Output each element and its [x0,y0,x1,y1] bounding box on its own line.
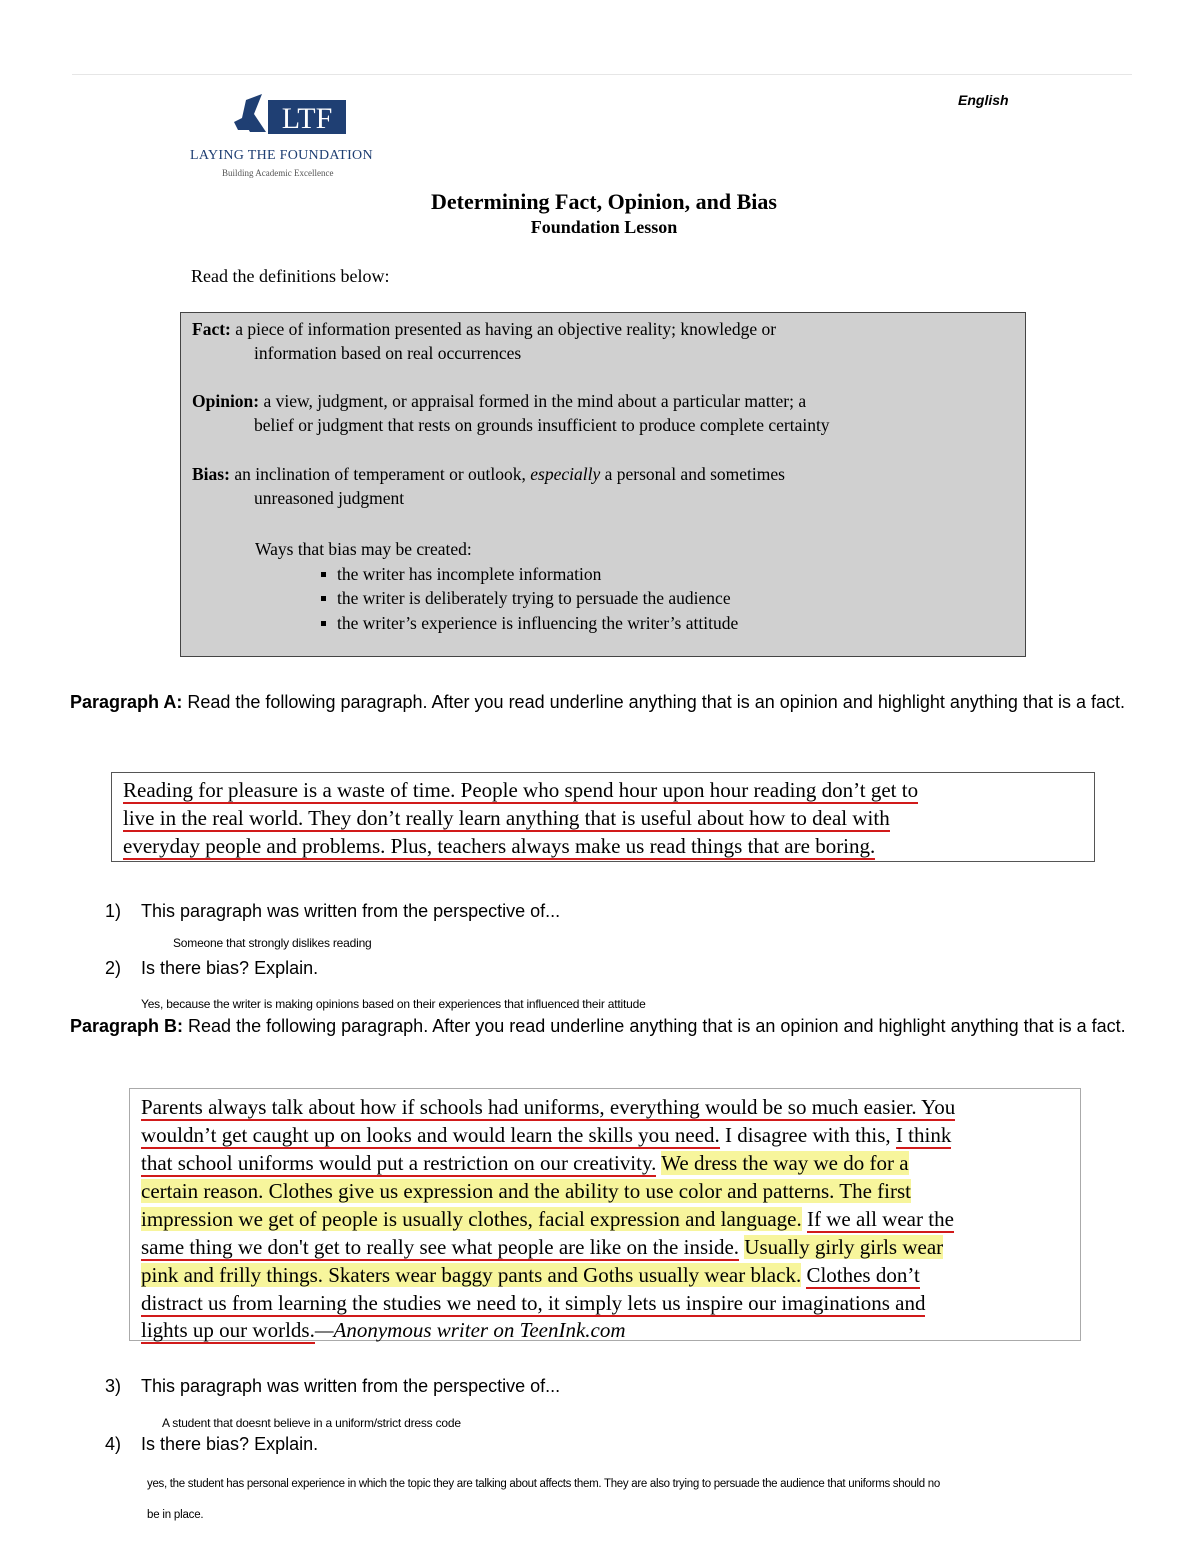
page-subtitle: Foundation Lesson [530,217,678,237]
logo-name: LAYING THE FOUNDATION [190,148,373,163]
passage-b-line6-opinion: same thing we don't get to really see what people are like on the inside. [141,1235,740,1259]
bias-way-item: the writer is deliberately trying to persuade the audience [337,586,738,611]
answer-1: Someone that strongly dislikes reading [173,936,372,950]
fact-line2: information based on real occurrences [254,343,522,363]
intro-text: Read the definitions below: [191,266,390,286]
passage-b-line6-fact: Usually girly girls wear [744,1235,944,1259]
passage-b-line4-fact: certain reason. Clothes give us expression and the ability to use color and patterns. The first [141,1179,911,1203]
question-3-text: This paragraph was written from the perspective of... [141,1376,561,1396]
passage-b-attribution: —Anonymous writer on TeenInk.com [314,1318,626,1342]
question-2-text: Is there bias? Explain. [141,958,319,978]
question-1-text: This paragraph was written from the perspective of... [141,901,561,921]
answer-4-line2: be in place. [147,1509,204,1521]
passage-b-line5-fact: impression we get of people is usually clothes, facial expression and language. [141,1207,802,1231]
definition-opinion [192,389,830,437]
paragraph-a-instruction-text: Read the following paragraph. After you read underline anything that is an opinion and highlight anything that is a fact. [182,692,1125,712]
answer-4-line1: yes, the student has personal experience in which the topic they are talking about affects them. They are also trying to persuade the audience that uniforms should no [147,1478,940,1490]
bias-ways [255,537,738,635]
definitions-box [180,312,1026,657]
logo-abbr: LTF [281,102,333,135]
paragraph-a-instruction [70,688,1150,717]
paragraph-a-label: Paragraph A: [70,692,183,712]
bias-line1-pre: an inclination of temperament or outlook, [229,464,531,484]
fact-line1: a piece of information presented as having an objective reality; knowledge or [230,319,777,339]
opinion-term: Opinion: [192,391,260,411]
bias-ways-title: Ways that bias may be created: [255,539,472,559]
passage-b-line2-opinion2: I think [895,1123,952,1147]
passage-a-line2: live in the real world. They don’t really learn anything that is useful about how to deal with [123,806,890,830]
bias-way-item: the writer has incomplete information [337,562,738,587]
answer-2: Yes, because the writer is making opinions based on their experiences that influenced their attitude [141,997,646,1011]
paragraph-b-instruction [70,1012,1150,1041]
logo-tagline: Building Academic Excellence [222,168,334,178]
page-title: Determining Fact, Opinion, and Bias [431,189,777,214]
passage-b-line9-opinion: lights up our worlds. [141,1318,315,1342]
ltf-logo-icon [232,92,348,148]
paragraph-b-label: Paragraph B: [70,1016,184,1036]
question-4-text: Is there bias? Explain. [141,1434,319,1454]
passage-b-line2-opinion: wouldn’t get caught up on looks and would learn the skills you need. [141,1123,720,1147]
bias-line1-em: especially [530,464,601,484]
bias-term: Bias: [192,464,230,484]
passage-a-line1: Reading for pleasure is a waste of time. People who spend hour upon hour reading don’t get to [123,778,919,802]
passage-b-line7-opinion: Clothes don’t [806,1263,920,1287]
answer-3: A student that doesnt believe in a uniform/strict dress code [162,1416,461,1430]
question-3 [105,1376,560,1397]
definition-bias [192,462,785,510]
question-3-number: 3) [105,1376,122,1396]
paragraph-b-instruction-text: Read the following paragraph. After you read underline anything that is an opinion and highlight anything that is a fact. [183,1016,1126,1036]
paragraph-a-passage [111,772,1095,862]
question-4 [105,1434,318,1455]
question-2-number: 2) [105,958,122,978]
ltf-logo [190,90,390,185]
question-4-number: 4) [105,1434,122,1454]
passage-b-line5-opinion: If we all wear the [806,1207,954,1231]
passage-b-line8-opinion: distract us from learning the studies we need to, it simply lets us inspire our imaginations and [141,1291,926,1315]
passage-b-line2-plain: I disagree with this, [719,1123,896,1147]
passage-b-line1: Parents always talk about how if schools had uniforms, everything would be so much easier. You [141,1095,956,1119]
bias-way-item: the writer’s experience is influencing the writer’s attitude [337,611,738,636]
subject-label: English [958,92,1009,108]
question-1 [105,901,560,922]
fact-term: Fact: [192,319,231,339]
passage-a-line3: everyday people and problems. Plus, teachers always make us read things that are boring. [123,834,876,858]
question-2 [105,958,318,979]
opinion-line2: belief or judgment that rests on grounds insufficient to produce complete certainty [254,415,830,435]
question-1-number: 1) [105,901,122,921]
paragraph-b-passage [129,1088,1081,1341]
passage-b-line3-opinion: that school uniforms would put a restriction on our creativity. [141,1151,657,1175]
passage-b-line7-fact: pink and frilly things. Skaters wear baggy pants and Goths usually wear black. [141,1263,802,1287]
bias-line1-post: a personal and sometimes [600,464,785,484]
bias-line2: unreasoned judgment [254,488,405,508]
passage-b-line3-fact: We dress the way we do for a [661,1151,909,1175]
definition-fact [192,317,776,365]
opinion-line1: a view, judgment, or appraisal formed in the mind about a particular matter; a [259,391,807,411]
page-top-rule [72,74,1132,75]
